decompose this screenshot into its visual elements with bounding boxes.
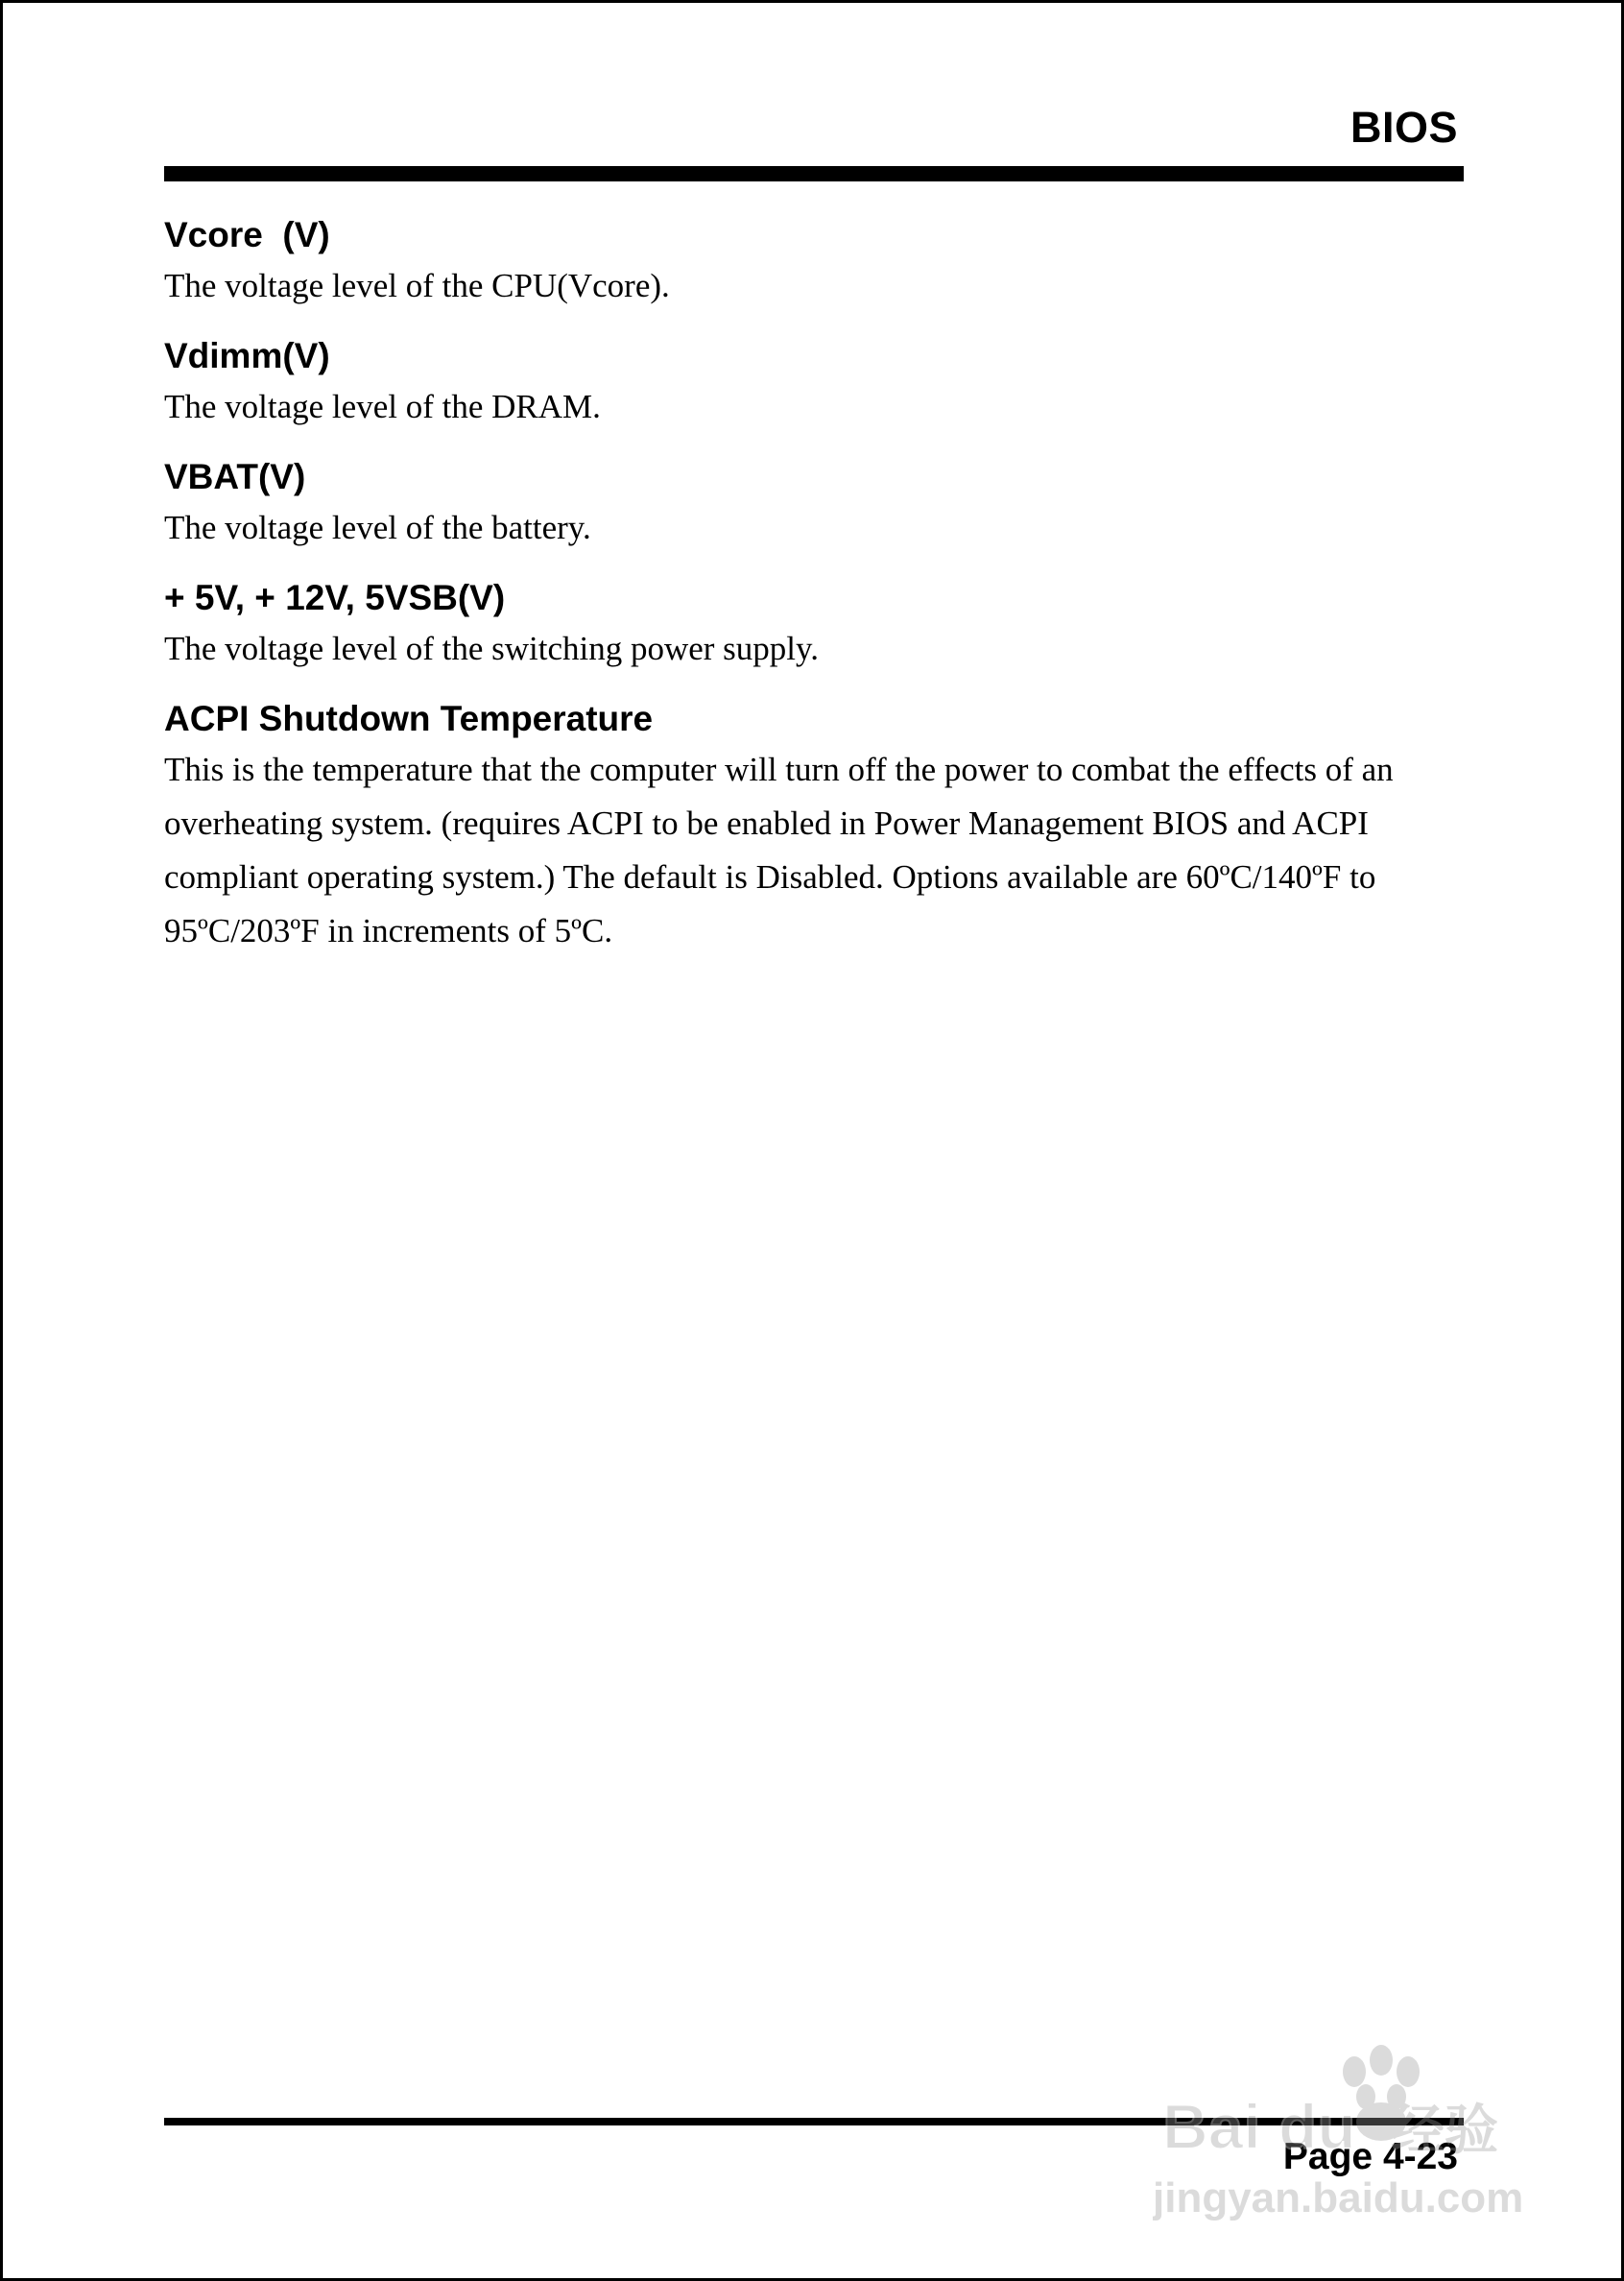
footer-rule	[164, 2118, 1464, 2125]
section-heading: ACPI Shutdown Temperature	[164, 699, 654, 738]
section-heading: VBAT(V)	[164, 457, 306, 496]
section-vdimm	[164, 332, 1464, 434]
section-body: The voltage level of the DRAM.	[164, 388, 601, 425]
section-body: The voltage level of the battery.	[164, 509, 591, 546]
section-vbat	[164, 453, 1464, 555]
section-heading: Vdimm(V)	[164, 336, 330, 375]
section-heading: Vcore (V)	[164, 215, 330, 254]
main-content	[164, 211, 1464, 977]
section-vcore	[164, 211, 1464, 313]
svg-text:jingyan.baidu.com: jingyan.baidu.com	[1153, 2174, 1524, 2221]
section-heading: + 5V, + 12V, 5VSB(V)	[164, 578, 506, 617]
header-rule	[164, 166, 1464, 181]
section-power-supply	[164, 574, 1464, 676]
chapter-title: BIOS	[1349, 103, 1458, 152]
svg-text:经验: 经验	[1391, 2100, 1498, 2162]
page-number: Page 4-23	[1282, 2136, 1458, 2177]
section-body: This is the temperature that the computer will turn off the power to combat the effects of an overheating system. (requires ACPI to be enabled in Power Management BIOS and ACPI compliant operating system.) The default is Disabled. Options available are 60ºC/140ºF to 95ºC/203ºF in increments of 5ºC.	[164, 751, 1394, 949]
section-acpi-shutdown-temperature	[164, 695, 1464, 958]
section-body: The voltage level of the CPU(Vcore).	[164, 267, 670, 304]
svg-text:Bai du: Bai du	[1162, 2091, 1356, 2162]
section-body: The voltage level of the switching power supply.	[164, 630, 820, 667]
baidu-watermark-logo	[1153, 2033, 1537, 2225]
